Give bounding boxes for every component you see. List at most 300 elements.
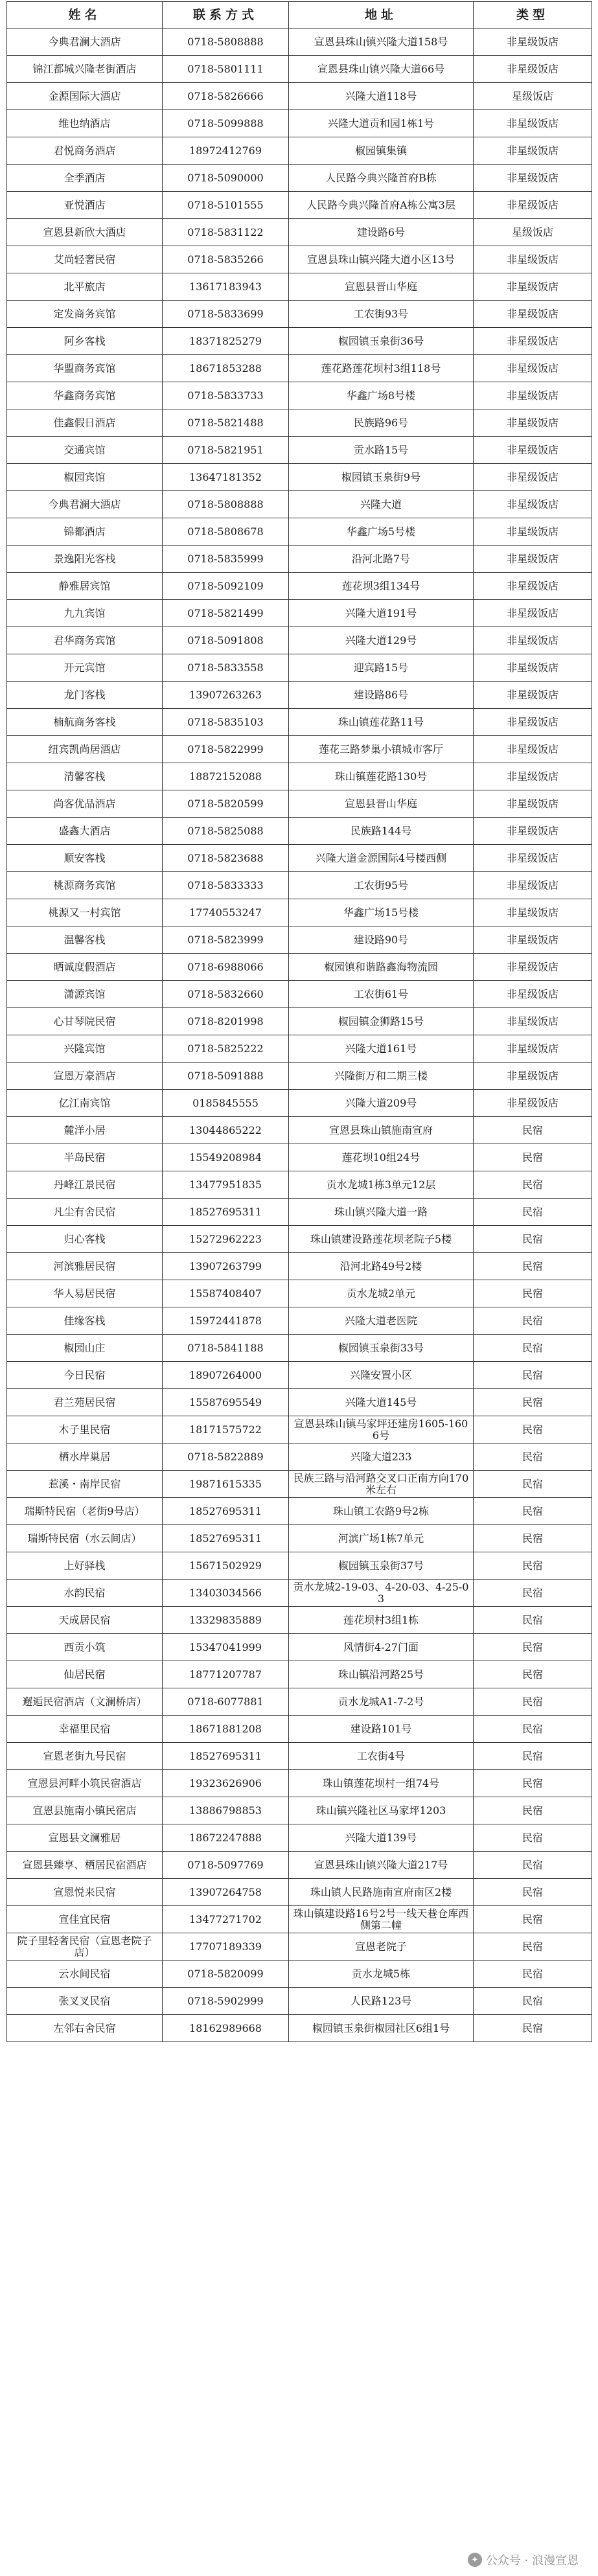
table-row — [7, 573, 592, 600]
cell-address: 兴隆大道129号 — [289, 627, 474, 654]
table-header-row — [7, 2, 592, 29]
cell-contact: 0718-5833699 — [163, 301, 289, 328]
table-row — [7, 1743, 592, 1770]
cell-address: 建设路101号 — [289, 1716, 474, 1743]
cell-address: 工农街61号 — [289, 981, 474, 1008]
cell-name: 金源国际大酒店 — [7, 83, 163, 110]
cell-contact: 0718-5099888 — [163, 110, 289, 137]
cell-contact: 15272962223 — [163, 1226, 289, 1253]
cell-address: 河滨广场1栋7单元 — [289, 1525, 474, 1552]
table-row — [7, 328, 592, 355]
table-row — [7, 192, 592, 219]
cell-name: 温馨客栈 — [7, 926, 163, 954]
cell-name: 全季酒店 — [7, 165, 163, 192]
cell-type: 非星级饭店 — [474, 409, 592, 437]
cell-address: 民族三路与沿河路交叉口正南方向170米左右 — [289, 1471, 474, 1498]
table-row — [7, 1471, 592, 1498]
cell-address: 兴隆大道233 — [289, 1443, 474, 1471]
table-row — [7, 165, 592, 192]
cell-contact: 15671502929 — [163, 1552, 289, 1580]
cell-name: 张叉叉民宿 — [7, 1988, 163, 2015]
cell-name: 天成居民宿 — [7, 1607, 163, 1634]
cell-address: 莲花坝村3组1栋 — [289, 1607, 474, 1634]
table-row — [7, 763, 592, 790]
cell-contact: 18671853288 — [163, 355, 289, 382]
table-row — [7, 790, 592, 818]
table-row — [7, 1362, 592, 1389]
cell-address: 珠山镇兴隆社区马家坪1203 — [289, 1797, 474, 1824]
table-row — [7, 736, 592, 763]
cell-name: 潇源宾馆 — [7, 981, 163, 1008]
cell-type: 民宿 — [474, 1933, 592, 1961]
cell-contact: 0718-5821951 — [163, 437, 289, 464]
cell-contact: 0718-5821499 — [163, 600, 289, 627]
cell-address: 建设路6号 — [289, 219, 474, 246]
cell-name: 华盟商务宾馆 — [7, 355, 163, 382]
cell-contact: 18527695311 — [163, 1498, 289, 1525]
cell-type: 民宿 — [474, 2015, 592, 2042]
cell-address: 人民路今典兴隆首府B栋 — [289, 165, 474, 192]
cell-address: 莲花坝3组134号 — [289, 573, 474, 600]
cell-type: 民宿 — [474, 1525, 592, 1552]
cell-type: 非星级饭店 — [474, 437, 592, 464]
cell-name: 开元宾馆 — [7, 654, 163, 682]
cell-contact: 0718-5808888 — [163, 491, 289, 518]
cell-name: 桃源商务宾馆 — [7, 872, 163, 899]
header-name: 姓名 — [7, 2, 163, 29]
cell-name: 宣佳宜民宿 — [7, 1906, 163, 1933]
table-row — [7, 2015, 592, 2042]
watermark — [464, 2550, 582, 2570]
cell-address: 宣恩县晋山华庭 — [289, 273, 474, 301]
header-type: 类型 — [474, 2, 592, 29]
cell-contact: 0718-5833733 — [163, 382, 289, 409]
cell-address: 贡水龙城5栋 — [289, 1961, 474, 1988]
cell-type: 民宿 — [474, 1416, 592, 1443]
cell-contact: 13647181352 — [163, 464, 289, 491]
table-row — [7, 1906, 592, 1933]
cell-type: 非星级饭店 — [474, 954, 592, 981]
cell-address: 珠山镇建设路16号2号一线天巷仓库西侧第二幢 — [289, 1906, 474, 1933]
cell-contact: 13044865222 — [163, 1117, 289, 1144]
cell-name: 宣恩县河畔小筑民宿酒店 — [7, 1770, 163, 1797]
cell-address: 椒园镇玉泉街9号 — [289, 464, 474, 491]
cell-contact: 0718-5820599 — [163, 790, 289, 818]
cell-name: 水韵民宿 — [7, 1580, 163, 1607]
table-row — [7, 954, 592, 981]
cell-contact: 0718-5833333 — [163, 872, 289, 899]
cell-type: 非星级饭店 — [474, 709, 592, 736]
cell-type: 非星级饭店 — [474, 763, 592, 790]
cell-address: 人民路今典兴隆首府A栋公寓3层 — [289, 192, 474, 219]
cell-address: 莲花路莲花坝村3组118号 — [289, 355, 474, 382]
cell-address: 贡水龙城1栋3单元12层 — [289, 1171, 474, 1199]
cell-contact: 0718-5101555 — [163, 192, 289, 219]
cell-type: 民宿 — [474, 1389, 592, 1416]
cell-name: 幸福里民宿 — [7, 1716, 163, 1743]
cell-name: 锦都酒店 — [7, 518, 163, 546]
cell-type: 非星级饭店 — [474, 382, 592, 409]
header-address: 地址 — [289, 2, 474, 29]
cell-type: 非星级饭店 — [474, 899, 592, 926]
cell-address: 工农街95号 — [289, 872, 474, 899]
cell-type: 民宿 — [474, 1280, 592, 1307]
cell-contact: 18771207787 — [163, 1661, 289, 1688]
cell-address: 兴隆大道老医院 — [289, 1307, 474, 1335]
cell-contact: 0718-5833558 — [163, 654, 289, 682]
cell-address: 贡水龙城A1-7-2号 — [289, 1688, 474, 1716]
cell-contact: 0718-5835103 — [163, 709, 289, 736]
cell-type: 民宿 — [474, 1688, 592, 1716]
cell-type: 民宿 — [474, 1906, 592, 1933]
cell-name: 宣恩县施南小镇民宿店 — [7, 1797, 163, 1824]
cell-name: 景逸阳光客栈 — [7, 546, 163, 573]
cell-type: 民宿 — [474, 1824, 592, 1852]
table-row — [7, 110, 592, 137]
cell-address: 宣恩县珠山镇施南宣府 — [289, 1117, 474, 1144]
cell-contact: 13907263263 — [163, 682, 289, 709]
cell-contact: 0718-5822889 — [163, 1443, 289, 1471]
cell-address: 椒园镇玉泉街37号 — [289, 1552, 474, 1580]
cell-type: 民宿 — [474, 1362, 592, 1389]
table-row — [7, 1307, 592, 1335]
table-row — [7, 246, 592, 273]
cell-name: 君悦商务酒店 — [7, 137, 163, 165]
cell-type: 非星级饭店 — [474, 600, 592, 627]
table-row — [7, 1171, 592, 1199]
table-row — [7, 1607, 592, 1634]
cell-type: 民宿 — [474, 1199, 592, 1226]
cell-contact: 0718-5826666 — [163, 83, 289, 110]
cell-name: 宣恩悦来民宿 — [7, 1879, 163, 1906]
cell-type: 民宿 — [474, 1171, 592, 1199]
cell-address: 迎宾路15号 — [289, 654, 474, 682]
cell-type: 非星级饭店 — [474, 682, 592, 709]
cell-name: 定发商务宾馆 — [7, 301, 163, 328]
table-row — [7, 1199, 592, 1226]
watermark-text: 公众号 · 浪漫宣恩 — [485, 2554, 579, 2568]
cell-contact: 0718-5825088 — [163, 818, 289, 845]
cell-type: 非星级饭店 — [474, 573, 592, 600]
cell-type: 非星级饭店 — [474, 355, 592, 382]
cell-contact: 0718-5808888 — [163, 29, 289, 56]
table-row — [7, 845, 592, 872]
cell-type: 非星级饭店 — [474, 1035, 592, 1063]
cell-name: 华人易居民宿 — [7, 1280, 163, 1307]
cell-contact: 0185845555 — [163, 1090, 289, 1117]
cell-address: 宣恩县珠山镇兴隆大道158号 — [289, 29, 474, 56]
table-row — [7, 1770, 592, 1797]
cell-address: 贡水龙城2-19-03、4-20-03、4-25-03 — [289, 1580, 474, 1607]
cell-contact: 15972441878 — [163, 1307, 289, 1335]
cell-contact: 13617183943 — [163, 273, 289, 301]
cell-type: 民宿 — [474, 1307, 592, 1335]
cell-address: 兴隆大道209号 — [289, 1090, 474, 1117]
cell-address: 沿河北路49号2楼 — [289, 1253, 474, 1280]
cell-contact: 0718-5831122 — [163, 219, 289, 246]
cell-contact: 13477951835 — [163, 1171, 289, 1199]
table-row — [7, 1063, 592, 1090]
cell-address: 莲花坝10组24号 — [289, 1144, 474, 1171]
cell-type: 民宿 — [474, 1879, 592, 1906]
cell-address: 民族路96号 — [289, 409, 474, 437]
cell-name: 君兰苑居民宿 — [7, 1389, 163, 1416]
cell-contact: 0718-5801111 — [163, 56, 289, 83]
cell-address: 椒园镇和谐路鑫海物流园 — [289, 954, 474, 981]
cell-contact: 13403034566 — [163, 1580, 289, 1607]
table-row — [7, 273, 592, 301]
cell-name: 麓洋小居 — [7, 1117, 163, 1144]
cell-type: 民宿 — [474, 1443, 592, 1471]
cell-name: 归心客栈 — [7, 1226, 163, 1253]
cell-address: 兴隆大道161号 — [289, 1035, 474, 1063]
cell-address: 椒园镇玉泉街椒园社区6组1号 — [289, 2015, 474, 2042]
cell-address: 椒园镇集镇 — [289, 137, 474, 165]
cell-contact: 0718-5823688 — [163, 845, 289, 872]
cell-contact: 15549208984 — [163, 1144, 289, 1171]
table-row — [7, 1335, 592, 1362]
cell-contact: 18672247888 — [163, 1824, 289, 1852]
table-row — [7, 219, 592, 246]
cell-name: 维也纳酒店 — [7, 110, 163, 137]
cell-type: 民宿 — [474, 1607, 592, 1634]
table-row — [7, 1144, 592, 1171]
cell-address: 宣恩县珠山镇兴隆大道217号 — [289, 1852, 474, 1879]
cell-name: 瑞斯特民宿（老街9号店） — [7, 1498, 163, 1525]
cell-contact: 0718-5097769 — [163, 1852, 289, 1879]
cell-name: 惹溪・南岸民宿 — [7, 1471, 163, 1498]
table-row — [7, 1716, 592, 1743]
table-body — [7, 29, 592, 2042]
cell-address: 珠山镇人民路施南宣府南区2楼 — [289, 1879, 474, 1906]
cell-name: 华鑫商务宾馆 — [7, 382, 163, 409]
cell-contact: 0718-5825222 — [163, 1035, 289, 1063]
cell-name: 晒诚度假酒店 — [7, 954, 163, 981]
table-row — [7, 1988, 592, 2015]
cell-name: 静雅居宾馆 — [7, 573, 163, 600]
cell-address: 民族路144号 — [289, 818, 474, 845]
table-row — [7, 1824, 592, 1852]
table-row — [7, 600, 592, 627]
table-row — [7, 654, 592, 682]
cell-address: 宣恩县珠山镇马家坪还建房1605-1606号 — [289, 1416, 474, 1443]
cell-name: 锦江都城兴隆老街酒店 — [7, 56, 163, 83]
cell-contact: 15587695549 — [163, 1389, 289, 1416]
cell-contact: 0718-5092109 — [163, 573, 289, 600]
cell-name: 桃源又一村宾馆 — [7, 899, 163, 926]
hotel-list-table — [6, 1, 592, 2042]
cell-address: 工农街4号 — [289, 1743, 474, 1770]
cell-contact: 15347041999 — [163, 1634, 289, 1661]
cell-address: 风情街4-27门面 — [289, 1634, 474, 1661]
cell-type: 非星级饭店 — [474, 926, 592, 954]
cell-type: 非星级饭店 — [474, 29, 592, 56]
cell-address: 沿河北路7号 — [289, 546, 474, 573]
cell-contact: 18907264000 — [163, 1362, 289, 1389]
cell-type: 非星级饭店 — [474, 1090, 592, 1117]
table-row — [7, 56, 592, 83]
cell-address: 椒园镇玉泉街36号 — [289, 328, 474, 355]
cell-name: 西贡小筑 — [7, 1634, 163, 1661]
cell-contact: 18671881208 — [163, 1716, 289, 1743]
cell-contact: 13907263799 — [163, 1253, 289, 1280]
cell-type: 非星级饭店 — [474, 246, 592, 273]
cell-address: 兴隆大道 — [289, 491, 474, 518]
cell-address: 兴隆大道191号 — [289, 600, 474, 627]
cell-type: 民宿 — [474, 1797, 592, 1824]
cell-address: 宣恩县晋山华庭 — [289, 790, 474, 818]
cell-type: 民宿 — [474, 1770, 592, 1797]
cell-contact: 0718-5821488 — [163, 409, 289, 437]
cell-type: 非星级饭店 — [474, 1063, 592, 1090]
cell-contact: 18972412769 — [163, 137, 289, 165]
cell-type: 民宿 — [474, 1144, 592, 1171]
table-row — [7, 709, 592, 736]
cell-contact: 0718-5091888 — [163, 1063, 289, 1090]
cell-name: 阿乡客栈 — [7, 328, 163, 355]
cell-address: 贡水路15号 — [289, 437, 474, 464]
cell-name: 栖水岸巢居 — [7, 1443, 163, 1471]
cell-address: 人民路123号 — [289, 1988, 474, 2015]
cell-type: 非星级饭店 — [474, 464, 592, 491]
table-row — [7, 437, 592, 464]
cell-contact: 15587408407 — [163, 1280, 289, 1307]
cell-name: 楠航商务客栈 — [7, 709, 163, 736]
cell-type: 非星级饭店 — [474, 790, 592, 818]
cell-address: 宣恩县珠山镇兴隆大道66号 — [289, 56, 474, 83]
cell-contact: 18872152088 — [163, 763, 289, 790]
cell-name: 宣恩万豪酒店 — [7, 1063, 163, 1090]
cell-name: 木子里民宿 — [7, 1416, 163, 1443]
table-row — [7, 1661, 592, 1688]
cell-contact: 19871615335 — [163, 1471, 289, 1498]
cell-address: 建设路90号 — [289, 926, 474, 954]
cell-address: 莲花三路梦巢小镇城市客厅 — [289, 736, 474, 763]
table-row — [7, 1035, 592, 1063]
cell-name: 清馨客栈 — [7, 763, 163, 790]
table-row — [7, 1280, 592, 1307]
cell-name: 凡尘有舍民宿 — [7, 1199, 163, 1226]
cell-type: 非星级饭店 — [474, 736, 592, 763]
cell-name: 河滨雅居民宿 — [7, 1253, 163, 1280]
cell-address: 华鑫广场15号楼 — [289, 899, 474, 926]
cell-contact: 18162989668 — [163, 2015, 289, 2042]
cell-contact: 17707189339 — [163, 1933, 289, 1961]
cell-address: 珠山镇工农路9号2栋 — [289, 1498, 474, 1525]
cell-contact: 0718-5823999 — [163, 926, 289, 954]
cell-name: 院子里轻奢民宿（宣恩老院子店） — [7, 1933, 163, 1961]
table-row — [7, 1498, 592, 1525]
table-row — [7, 1961, 592, 1988]
cell-type: 民宿 — [474, 1226, 592, 1253]
cell-name: 龙门客栈 — [7, 682, 163, 709]
cell-type: 民宿 — [474, 1634, 592, 1661]
table-row — [7, 627, 592, 654]
cell-name: 亚悦酒店 — [7, 192, 163, 219]
cell-type: 民宿 — [474, 1498, 592, 1525]
cell-name: 交通宾馆 — [7, 437, 163, 464]
cell-contact: 18527695311 — [163, 1525, 289, 1552]
cell-type: 非星级饭店 — [474, 845, 592, 872]
cell-contact: 13329835889 — [163, 1607, 289, 1634]
cell-contact: 0718-5822999 — [163, 736, 289, 763]
cell-name: 左邻右舍民宿 — [7, 2015, 163, 2042]
cell-name: 邂逅民宿酒店（文澜桥店） — [7, 1688, 163, 1716]
table-row — [7, 1253, 592, 1280]
cell-type: 民宿 — [474, 1661, 592, 1688]
cell-address: 兴隆安置小区 — [289, 1362, 474, 1389]
cell-contact: 0718-8201998 — [163, 1008, 289, 1035]
cell-address: 珠山镇沿河路25号 — [289, 1661, 474, 1688]
cell-address: 兴隆大道139号 — [289, 1824, 474, 1852]
table-row — [7, 1852, 592, 1879]
table-row — [7, 1389, 592, 1416]
cell-name: 椒园宾馆 — [7, 464, 163, 491]
cell-name: 丹峰江景民宿 — [7, 1171, 163, 1199]
cell-name: 宣恩县臻享、栖居民宿酒店 — [7, 1852, 163, 1879]
cell-contact: 0718-6077881 — [163, 1688, 289, 1716]
header-contact: 联系方式 — [163, 2, 289, 29]
table-row — [7, 491, 592, 518]
cell-contact: 18527695311 — [163, 1743, 289, 1770]
cell-contact: 0718-5902999 — [163, 1988, 289, 2015]
cell-address: 珠山镇莲花路130号 — [289, 763, 474, 790]
cell-type: 民宿 — [474, 1961, 592, 1988]
cell-address: 兴隆大道145号 — [289, 1389, 474, 1416]
cell-type: 非星级饭店 — [474, 165, 592, 192]
cell-address: 建设路86号 — [289, 682, 474, 709]
cell-address: 兴隆大道118号 — [289, 83, 474, 110]
cell-name: 宣恩县新欣大酒店 — [7, 219, 163, 246]
table-row — [7, 682, 592, 709]
table-row — [7, 382, 592, 409]
cell-type: 非星级饭店 — [474, 56, 592, 83]
table-row — [7, 546, 592, 573]
table-row — [7, 409, 592, 437]
table-row — [7, 518, 592, 546]
cell-contact: 0718-6988066 — [163, 954, 289, 981]
cell-contact: 0718-5841188 — [163, 1335, 289, 1362]
cell-type: 非星级饭店 — [474, 654, 592, 682]
cell-contact: 13886798853 — [163, 1797, 289, 1824]
cell-contact: 0718-5835999 — [163, 546, 289, 573]
cell-contact: 18371825279 — [163, 328, 289, 355]
table-row — [7, 1580, 592, 1607]
cell-name: 盛鑫大酒店 — [7, 818, 163, 845]
cell-address: 华鑫广场5号楼 — [289, 518, 474, 546]
cell-type: 非星级饭店 — [474, 192, 592, 219]
cell-name: 心甘琴院民宿 — [7, 1008, 163, 1035]
cell-address: 珠山镇兴隆大道一路 — [289, 1199, 474, 1226]
table-row — [7, 1416, 592, 1443]
cell-type: 非星级饭店 — [474, 273, 592, 301]
cell-address: 宣恩老院子 — [289, 1933, 474, 1961]
cell-address: 兴隆街万和二期三楼 — [289, 1063, 474, 1090]
table-row — [7, 981, 592, 1008]
cell-type: 非星级饭店 — [474, 137, 592, 165]
cell-contact: 0718-5091808 — [163, 627, 289, 654]
cell-name: 艾尚轻奢民宿 — [7, 246, 163, 273]
cell-address: 珠山镇建设路莲花坝老院子5楼 — [289, 1226, 474, 1253]
cell-type: 民宿 — [474, 1117, 592, 1144]
cell-contact: 17740553247 — [163, 899, 289, 926]
cell-name: 上好驿栈 — [7, 1552, 163, 1580]
cell-address: 贡水龙城2单元 — [289, 1280, 474, 1307]
cell-name: 今日民宿 — [7, 1362, 163, 1389]
cell-type: 民宿 — [474, 1852, 592, 1879]
cell-type: 非星级饭店 — [474, 981, 592, 1008]
cell-contact: 13477271702 — [163, 1906, 289, 1933]
